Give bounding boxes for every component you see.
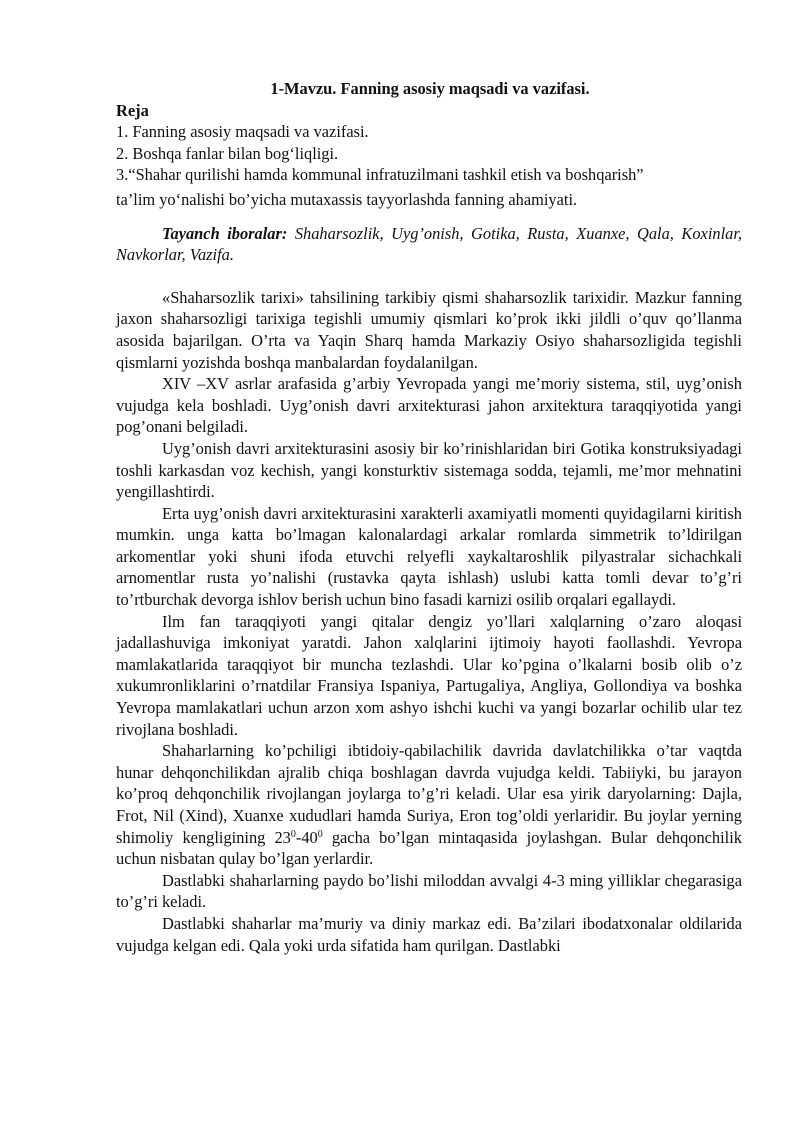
body-paragraph: Dastlabki shaharlar ma’muriy va diniy markaz edi. Ba’zilari ibodatxonalar oldilarida vujudga kelgan edi. Qala yoki urda sifatida ham qurilgan. Dastlabki [116,913,742,955]
keywords-paragraph [116,223,742,266]
keywords-list: Shaharsozlik, Uyg’onish, Gotika, Rusta, Xuanxe, Qala, Koxinlar, Navkorlar, Vazifa. [116,223,742,265]
plan-item-2: 2. Boshqa fanlar bilan bog‘liqligi. [116,143,339,163]
superscript-degree: 0 [290,828,296,840]
keywords-label: Tayanch iboralar: [162,223,288,243]
plan-item-1: 1. Fanning asosiy maqsadi va vazifasi. [116,122,369,142]
body-paragraph: Erta uyg’onish davri arxitekturasini xarakterli axamiyatli momenti quyidagilarni kiritish mumkin. unga katta bo’lmagan kalonalardagi arkalar romlarda simmetrik to’ldirilgan arkomentlar yoki shuni ifoda etuvchi relyefli xaykaltaroshlik pilyastralar sichachkali arnomentlar rusta yo’nalishi (rustavka qayta ishlash) uslubi katta tomli devar to’g’ri to’rtburchak devorga ishlov berish uchun bino fasadi karnizi osilib orqalari egallaydi. [116,503,742,610]
body-paragraph-climate [116,740,742,870]
plan-item-3-continuation: ta’lim yo‘nalishi bo’yicha mutaxassis tayyorlashda fanning ahamiyati. [116,189,578,209]
document-title: 1-Mavzu. Fanning asosiy maqsadi va vazifasi. [270,79,590,98]
plan-item-3: 3.“Shahar qurilishi hamda kommunal infratuzilmani tashkil etish va boshqarish” [116,165,644,185]
climate-text-before: Shaharlarning ko’pchiligi ibtidoiy-qabilachilik davrida davlatchilikka o’tar vaqtda hunar dehqonchilikdan ajralib chiqa boshlagan davrda vujudga keldi. Tabiiyki, bu jarayon ko’proq dehqonchilik rivojlangan joylarga to’g’ri keladi. Ular esa yirik daryolarning: Dajla, Frot, Nil (Xind), Xuanxe xududlari hamda Suriya, Eron tog’oldi yerlaridir. Bu joylar yerning shimoliy kengligining 23 [116,741,742,847]
plan-heading: Reja [116,100,149,120]
document-page [116,78,742,956]
body-paragraph: «Shaharsozlik tarixi» tahsilining tarkibiy qismi shaharsozlik tarixidir. Mazkur fanning jaxon shaharsozligi tarixiga tegishli umumiy qismlari ko’prok ikki jildli o’quv qo’llanma asosida bajarilgan. O’rta va Yaqin Sharq hamda Markaziy Osiyo shaharsozligida tegishli qismlarni yozishda boshqa manbalardan foydalanilgan. [116,287,742,372]
climate-text-after: gacha bo’lgan mintaqasida joylashgan. Bular dehqonchilik uchun nisbatan qulay bo’lgan yerlardir. [116,827,742,869]
climate-text-mid: -40 [295,827,318,847]
body-paragraph: XIV –XV asrlar arafasida g’arbiy Yevropada yangi me’moriy sistema, stil, uyg’onish vujudga kela boshladi. Uyg’onish davri arxitekturasi jahon arxitektura taraqqiyotida yangi pog’onani belgiladi. [116,374,742,437]
body-paragraph: Ilm fan taraqqiyoti yangi qitalar dengiz yo’llari xalqlarning o’zaro aloqasi jadallashuviga imkoniyat yaratdi. Jahon xalqlarini ijtimoiy hayoti faollashdi. Yevropa mamlakatlarida taraqqiyot bir muncha tezlashdi. Ular ko’pgina o’lkalarni bosib olib o’z xukumronliklarini o’rnatdilar Fransiya Ispaniya, Partugaliya, Angliya, Gollondiya va boshka Yevropa mamlakatlari uchun arzon xom ashyo ishchi kuchi va yangi bozarlar ochilib ular tez rivojlana boshladi. [116,611,742,739]
body-paragraph: Uyg’onish davri arxitekturasini asosiy bir ko’rinishlaridan biri Gotika konstruksiyadagi toshli karkasdan voz kechish, yangi konsturktiv sistemaga sodda, tejamli, me’mor mehnatini yengillashtirdi. [116,438,742,502]
superscript-degree: 0 [317,828,323,840]
body-paragraph: Dastlabki shaharlarning paydo bo’lishi miloddan avvalgi 4-3 ming yilliklar chegarasiga to’g’ri keladi. [116,870,742,912]
